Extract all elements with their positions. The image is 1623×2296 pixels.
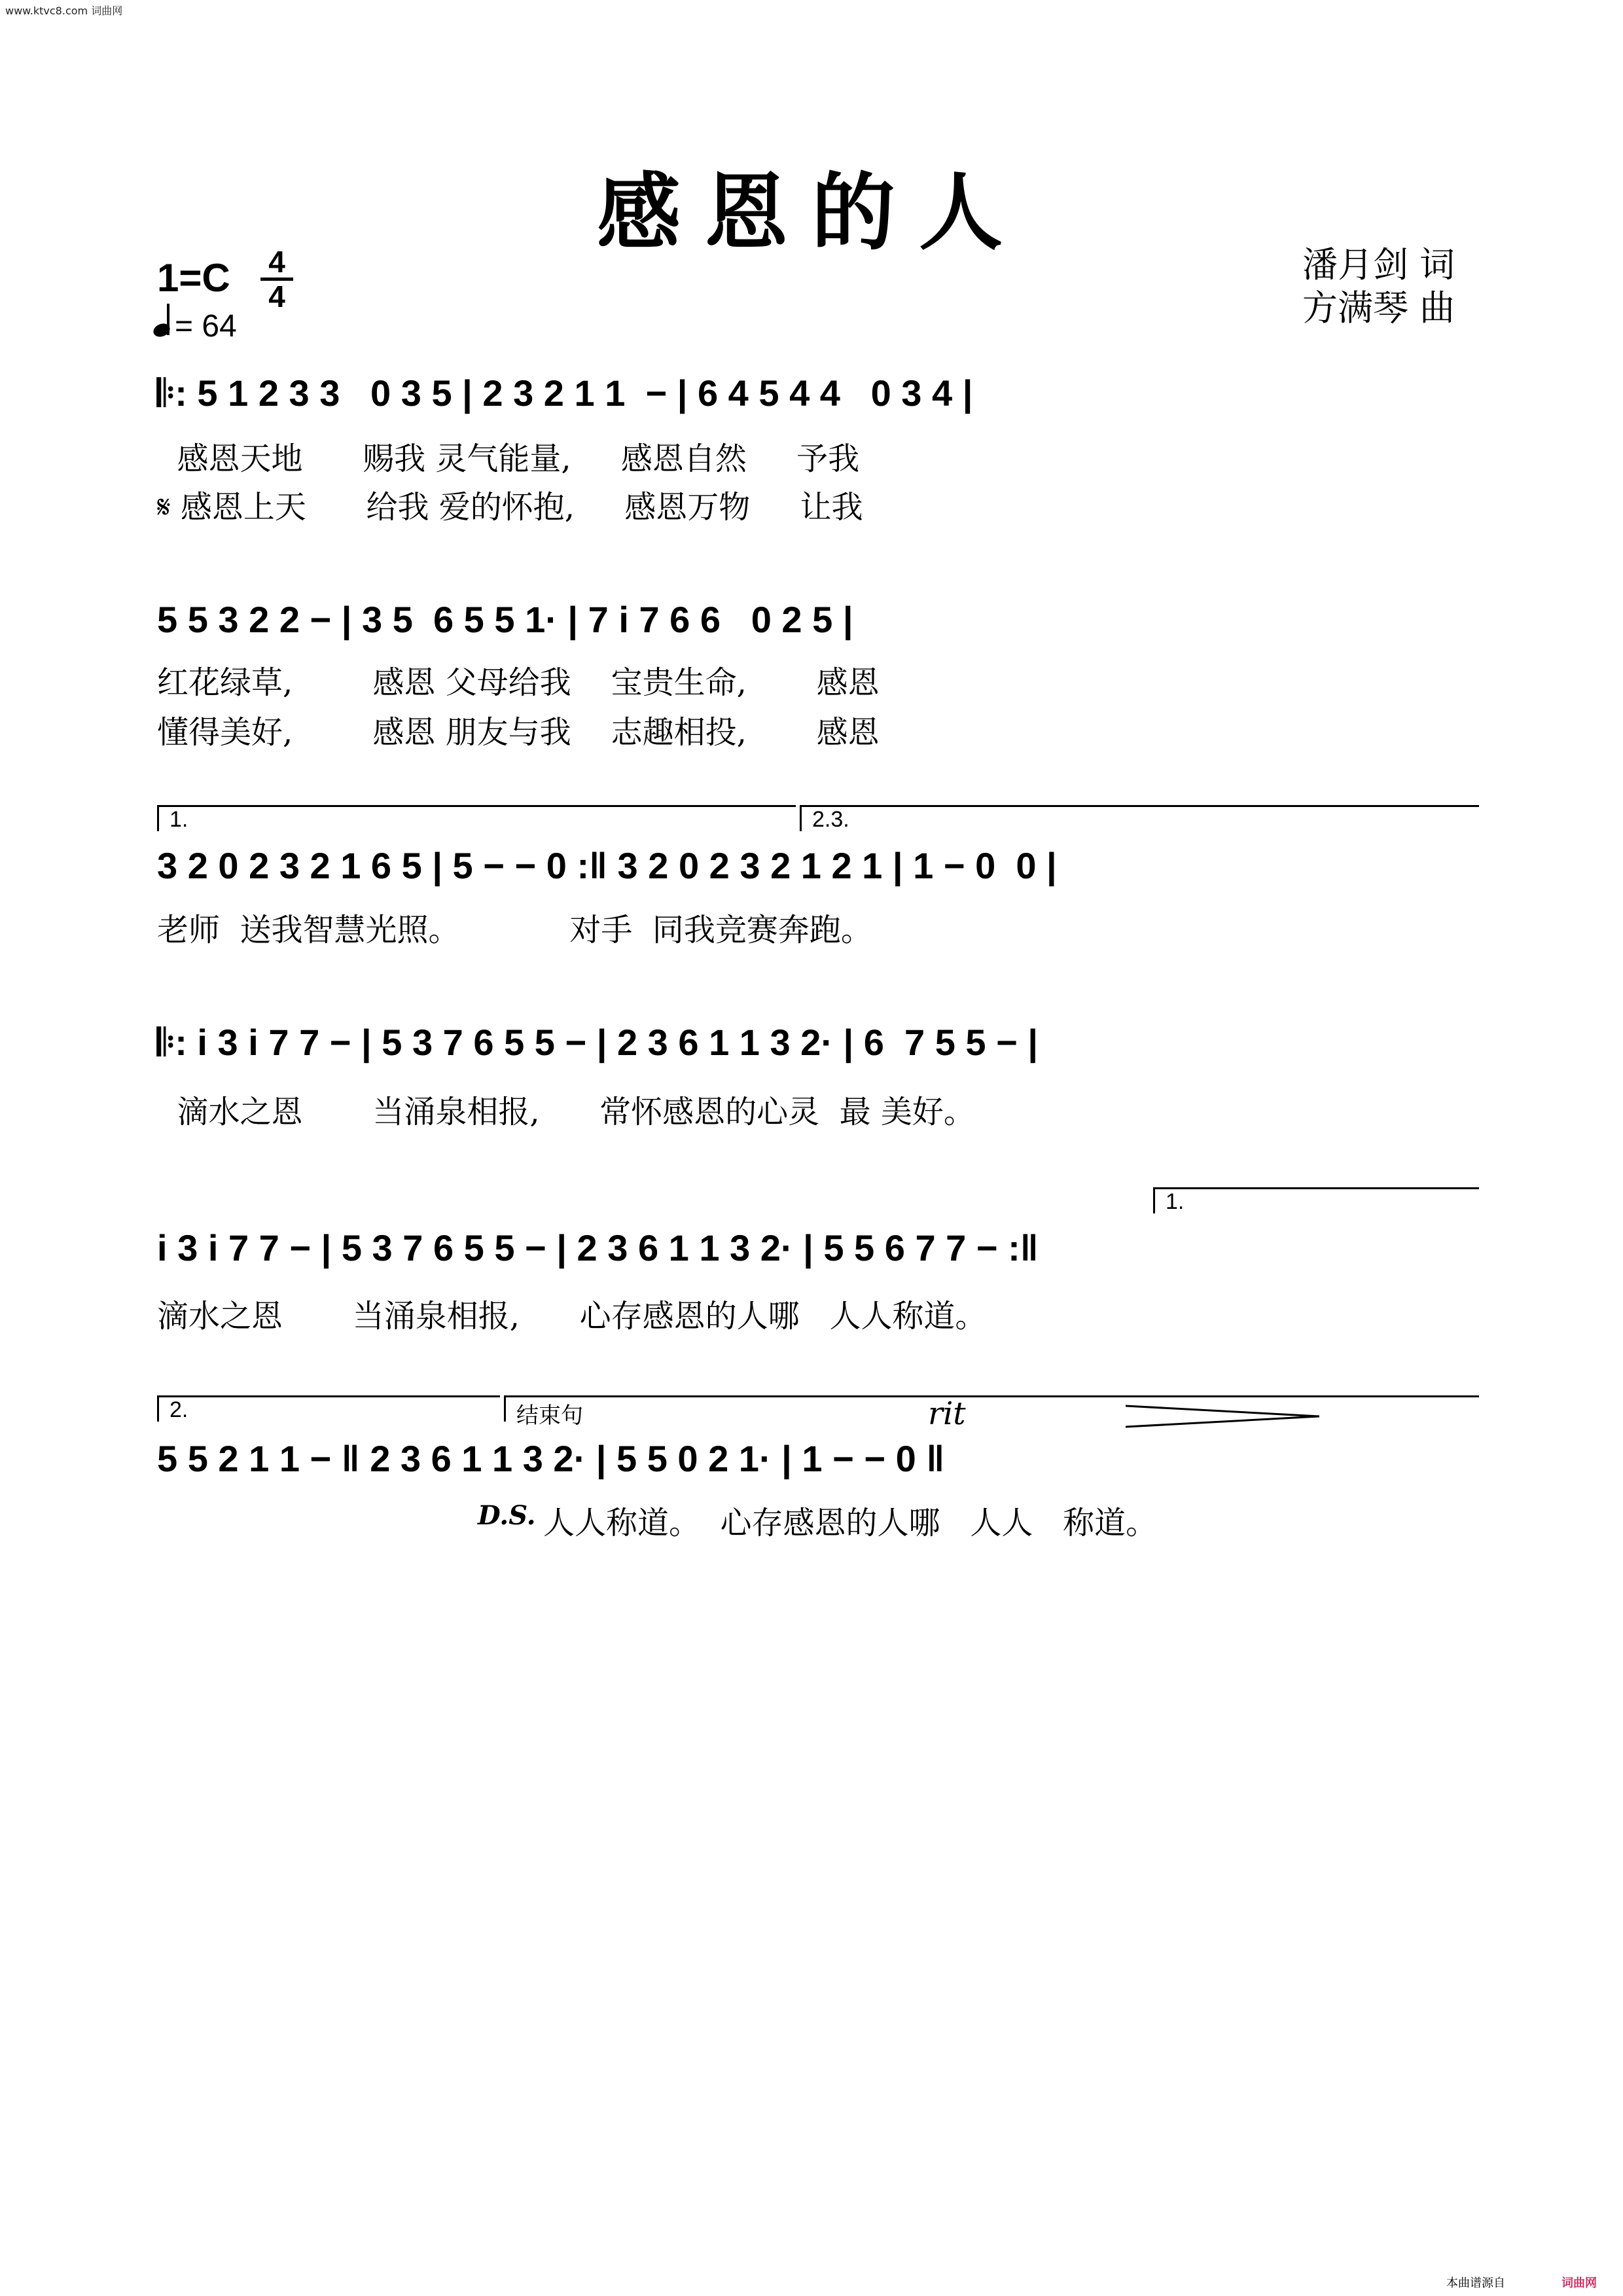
decrescendo-hairpin: [1126, 1402, 1322, 1431]
system-6-lyrics: 人人称道。 心存感恩的人哪 人人 称道。: [543, 1505, 1158, 1541]
time-signature: [260, 245, 293, 314]
time-signature-top: 4: [268, 245, 285, 279]
system-2-lyrics-verse-2: 懂得美好, 感恩 朋友与我 志趣相投, 感恩: [157, 714, 880, 751]
volta-first-ending: 1.: [157, 805, 796, 831]
hairpin-line-upper: [1126, 1406, 1319, 1416]
volta-second-ending-chorus: 2.: [157, 1395, 500, 1422]
system-1-lyrics-verse-2: 𝄋 感恩上天 给我 爱的怀抱, 感恩万物 让我: [157, 489, 863, 526]
time-signature-bottom: 4: [268, 279, 285, 314]
system-4-lyrics: 滴水之恩 当涌泉相报, 常怀感恩的心灵 最 美好。: [157, 1094, 975, 1130]
system-2-notes: 5 5 3 2 2 − | 3 5 6 5 5 1· | 7 i 7 6 6 0 2 5 |: [157, 599, 853, 640]
system-2-lyrics-verse-1: 红花绿草, 感恩 父母给我 宝贵生命, 感恩: [157, 664, 880, 701]
ritardando-marking: rit: [928, 1395, 966, 1432]
system-1-notes: 𝄆: 5 1 2 3 3 0 3 5 | 2 3 2 1 1 − | 6 4 5 4 4 0 3 4 |: [157, 372, 973, 414]
coda-ending-bracket: 结束句: [504, 1395, 1479, 1422]
system-6-notes: 5 5 2 1 1 − ‖ 2 3 6 1 1 3 2· | 5 5 0 2 1· | 1 − − 0 ‖: [157, 1438, 945, 1479]
site-watermark-top: www.ktvc8.com 词曲网: [5, 5, 123, 17]
volta-first-ending-chorus: 1.: [1153, 1187, 1479, 1213]
composer-credit: 方满琴 曲: [1302, 287, 1455, 329]
system-3-lyrics: 老师 送我智慧光照。 对手 同我竞赛奔跑。: [157, 912, 872, 948]
system-5-lyrics: 滴水之恩 当涌泉相报, 心存感恩的人哪 人人称道。: [157, 1298, 987, 1335]
site-logo-bottom: 词曲网: [1561, 2276, 1597, 2290]
system-3-notes: 3 2 0 2 3 2 1 6 5 | 5 − − 0 :‖ 3 2 0 2 3 2 1 2 1 | 1 − 0 0 |: [157, 845, 1057, 886]
quarter-note-stem: [167, 304, 169, 335]
tempo-marking: [153, 305, 237, 344]
lyricist-credit: 潘月剑 词: [1302, 244, 1455, 285]
source-label: 本曲谱源自: [1446, 2276, 1505, 2290]
song-title: 感恩的人: [596, 164, 1026, 262]
volta-second-third-ending: 2.3.: [800, 805, 1479, 831]
system-1-lyrics-verse-1: 感恩天地 赐我 灵气能量, 感恩自然 予我: [157, 440, 860, 477]
system-4-notes: 𝄆: i 3 i 7 7 − | 5 3 7 6 5 5 − | 2 3 6 1 1 3 2· | 6 7 5 5 − |: [157, 1022, 1039, 1063]
system-5-notes: i 3 i 7 7 − | 5 3 7 6 5 5 − | 2 3 6 1 1 3 2· | 5 5 6 7 7 − :‖: [157, 1227, 1039, 1268]
dal-segno-marking: D.S.: [478, 1500, 536, 1531]
tempo-value: = 64: [175, 309, 237, 344]
hairpin-line-lower: [1126, 1416, 1319, 1427]
key-signature: 1=C: [157, 256, 230, 300]
